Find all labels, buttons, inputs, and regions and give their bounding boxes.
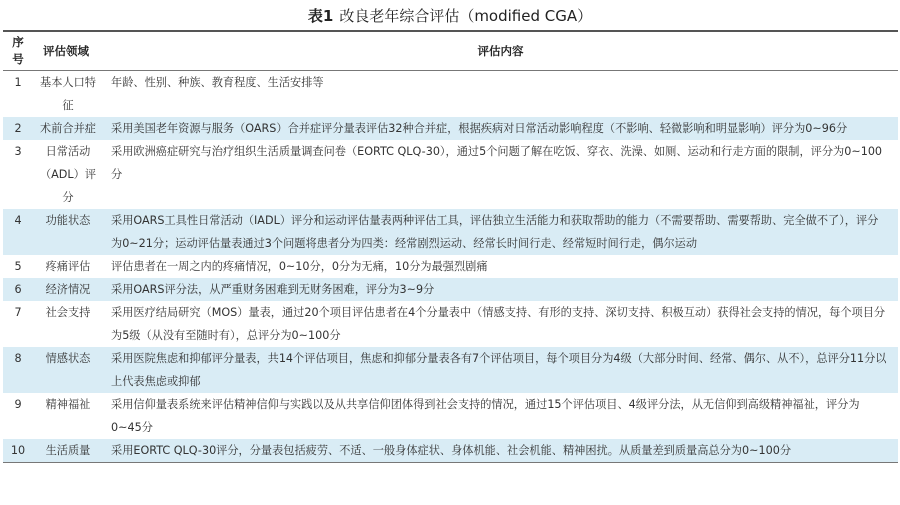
header-domain: 评估领域 — [43, 43, 89, 58]
header-content: 评估内容 — [477, 43, 524, 58]
row-domain: 基本人口特征 — [40, 76, 96, 112]
table-row — [3, 347, 898, 393]
row-no: 10 — [3, 439, 33, 463]
row-no: 5 — [14, 260, 22, 273]
row-domain: 情感状态 — [33, 347, 103, 393]
row-no: 6 — [3, 278, 33, 301]
row-content: 年龄、性别、种族、教育程度、生活安排等 — [111, 76, 324, 89]
cga-table — [3, 30, 898, 463]
row-no: 8 — [3, 347, 33, 393]
table-row — [3, 71, 898, 118]
row-content: 采用美国老年资源与服务（OARS）合并症评分量表评估32种合并症，根据疾病对日常活动影响程度（不影响、轻微影响和明显影响）评分为0~96分 — [103, 117, 898, 140]
row-domain: 经济情况 — [33, 278, 103, 301]
row-no: 1 — [14, 76, 22, 89]
row-no: 2 — [3, 117, 33, 140]
table-row — [3, 209, 898, 255]
row-content: 采用OARS评分法，从严重财务困难到无财务困难，评分为3~9分 — [103, 278, 898, 301]
row-content: 采用医疗结局研究（MOS）量表，通过20个项目评估患者在4个分量表中（情感支持、有形的支持、深切支持、积极互动）获得社会支持的情况，每个项目分为5级（从没有至随时有），总评分为0~100分 — [111, 306, 886, 342]
row-content: 采用EORTC QLQ-30评分，分量表包括疲劳、不适、一般身体症状、身体机能、社会机能、精神困扰。从质量差到质量高总分为0~100分 — [103, 439, 898, 463]
table-title: 改良老年综合评估（modified CGA） — [339, 6, 593, 25]
row-domain: 功能状态 — [33, 209, 103, 255]
row-domain: 疼痛评估 — [45, 260, 91, 273]
row-domain: 社会支持 — [45, 306, 91, 319]
table-row — [3, 439, 898, 463]
row-domain: 精神福祉 — [45, 398, 91, 411]
row-no: 7 — [14, 306, 22, 319]
table-row — [3, 301, 898, 347]
table-row — [3, 117, 898, 140]
table-row — [3, 278, 898, 301]
table-row — [3, 393, 898, 439]
row-content: 采用信仰量表系统来评估精神信仰与实践以及从共享信仰团体得到社会支持的情况，通过15个评估项目、4级评分法，从无信仰到高级精神福祉，评分为0~45分 — [111, 398, 860, 434]
table-row — [3, 140, 898, 209]
row-content: 采用欧洲癌症研究与治疗组织生活质量调查问卷（EORTC QLQ-30），通过5个问题了解在吃饭、穿衣、洗澡、如厕、运动和行走方面的限制，评分为0~100分 — [111, 145, 883, 181]
table-row — [3, 255, 898, 278]
table-header-row — [3, 31, 898, 71]
row-domain: 生活质量 — [33, 439, 103, 463]
table-number: 表1 — [307, 6, 334, 25]
row-domain: 日常活动（ADL）评分 — [39, 145, 97, 204]
row-content: 评估患者在一周之内的疼痛情况，0~10分，0分为无痛，10分为最强烈剧痛 — [111, 260, 488, 273]
row-no: 9 — [14, 398, 22, 411]
table-caption — [0, 0, 900, 30]
row-domain: 术前合并症 — [33, 117, 103, 140]
row-no: 4 — [3, 209, 33, 255]
row-no: 3 — [14, 145, 22, 158]
row-content: 采用OARS工具性日常活动（IADL）评分和运动评估量表两种评估工具，评估独立生活能力和获取帮助的能力（不需要帮助、需要帮助、完全做不了），评分为0~21分；运动评估量表通过3个问题将患者分为四类：经常剧烈运动、经常长时间行走、经常短时间行走，偶尔运动 — [103, 209, 898, 255]
header-no: 序号 — [12, 35, 24, 66]
row-content: 采用医院焦虑和抑郁评分量表，共14个评估项目，焦虑和抑郁分量表各有7个评估项目，每个项目分为4级（大部分时间、经常、偶尔、从不），总评分11分以上代表焦虑或抑郁 — [103, 347, 898, 393]
